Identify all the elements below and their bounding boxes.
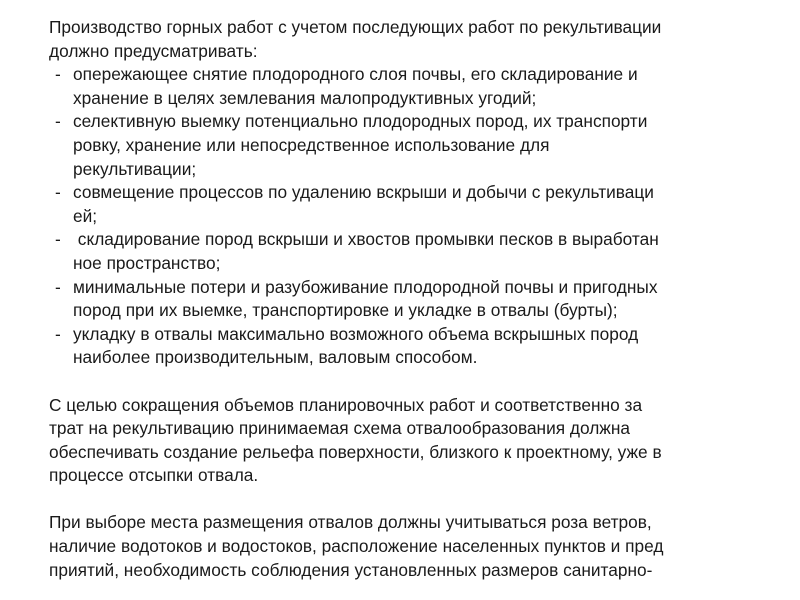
paragraph	[49, 394, 769, 488]
text-line: обеспечивать создание рельефа поверхности, близкого к проектному, уже в	[49, 441, 662, 462]
text-line: наиболее производительным, валовым способом.	[73, 347, 478, 368]
text-line: Производство горных работ с учетом последующих работ по рекультивации	[49, 17, 662, 37]
list-item	[49, 228, 769, 275]
list-dash: -	[55, 323, 61, 344]
paragraph	[49, 511, 769, 582]
text-line: ное пространство;	[73, 252, 221, 273]
text-line: складирование пород вскрыши и хвостов промывки песков в выработан	[73, 229, 659, 250]
requirements-list	[49, 63, 769, 370]
list-dash: -	[55, 64, 61, 85]
text-line: приятий, необходимость соблюдения установленных размеров санитарно-	[49, 559, 653, 580]
text-line: селективную выемку потенциально плодородных пород, их транспорти	[73, 111, 648, 132]
text-line: минимальные потери и разубоживание плодородной почвы и пригодных	[73, 276, 658, 297]
list-dash: -	[55, 276, 61, 297]
text-line: При выборе места размещения отвалов должны учитываться роза ветров,	[49, 512, 652, 533]
text-line: ровку, хранение или непосредственное использование для	[73, 134, 550, 155]
list-item	[49, 181, 769, 228]
text-line: должно предусматривать:	[49, 40, 258, 61]
text-line: пород при их выемке, транспортировке и укладке в отвалы (бурты);	[73, 300, 618, 321]
text-line: хранение в целях землевания малопродуктивных угодий;	[73, 87, 537, 108]
paragraph-gap	[49, 370, 769, 394]
list-item	[49, 323, 769, 370]
text-line: процессе отсыпки отвала.	[49, 465, 259, 486]
text-line: рекультивации;	[73, 158, 197, 179]
text-line: трат на рекультивацию принимаемая схема отвалообразования должна	[49, 418, 631, 439]
document-text	[49, 16, 769, 582]
text-line: С целью сокращения объемов планировочных работ и соответственно за	[49, 394, 643, 415]
list-dash: -	[55, 182, 61, 203]
list-dash: -	[55, 229, 61, 250]
text-line: совмещение процессов по удалению вскрыши и добычи с рекультиваци	[73, 182, 654, 203]
text-line: опережающее снятие плодородного слоя почвы, его складирование и	[73, 64, 638, 85]
list-item	[49, 276, 769, 323]
intro-paragraph	[49, 16, 769, 63]
text-line: укладку в отвалы максимально возможного объема вскрышных пород	[73, 323, 639, 344]
text-line: наличие водотоков и водостоков, расположение населенных пунктов и пред	[49, 536, 664, 557]
list-item	[49, 63, 769, 110]
list-dash: -	[55, 111, 61, 132]
text-line: ей;	[73, 205, 98, 226]
list-item	[49, 110, 769, 181]
paragraph-gap	[49, 488, 769, 512]
